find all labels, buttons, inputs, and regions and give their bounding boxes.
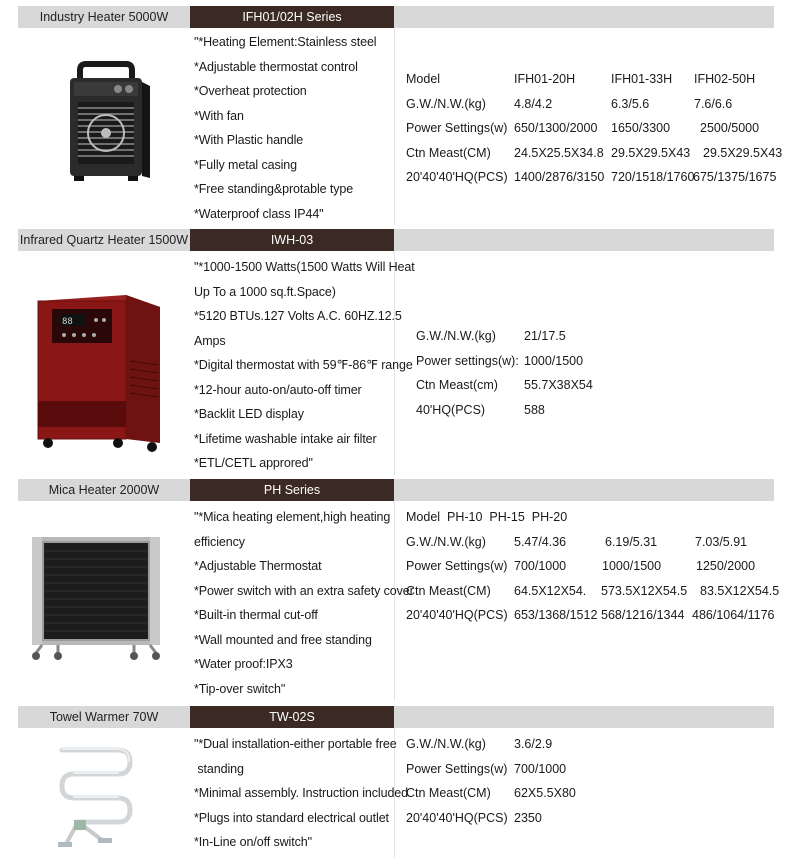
feature-list	[194, 732, 408, 855]
product-name: Mica Heater 2000W	[48, 483, 160, 497]
product-name: Towel Warmer 70W	[49, 710, 159, 724]
feature-list	[194, 505, 414, 701]
spec-value: 486/1064/1176	[692, 608, 775, 622]
feature-item: Amps	[194, 333, 226, 348]
spec-value: 24.5X25.5X34.8	[514, 145, 604, 160]
spec-value: 1000/1500	[602, 559, 662, 573]
spec-label: 20'40'40'HQ(PCS)	[406, 810, 508, 825]
spec-value: 1400/2876/3150	[514, 170, 605, 184]
spec-value: 6.19/5.31	[605, 534, 658, 549]
feature-item: "*1000-1500 Watts(1500 Watts Will Heat	[194, 260, 415, 274]
spec-value: 29.5X29.5X43	[703, 145, 783, 160]
feature-item: *Digital thermostat with 59℉-86℉ range	[194, 358, 413, 372]
feature-item: *ETL/CETL approred"	[194, 456, 313, 470]
feature-item: *With Plastic handle	[194, 133, 304, 147]
spec-value: 7.6/6.6	[694, 96, 733, 111]
spec-label: Model	[406, 72, 441, 86]
spec-value: 1250/2000	[696, 559, 756, 573]
feature-item: *Tip-over switch"	[194, 681, 286, 696]
spec-value: 573.5X12X54.5	[601, 583, 688, 598]
spec-value: 700/1000	[514, 761, 567, 776]
spec-value: 568/1216/1344	[601, 608, 685, 622]
spec-label: G.W./N.W.(kg)	[406, 737, 486, 751]
spec-value: IFH01-20H	[514, 72, 576, 86]
feature-item: *In-Line on/off switch"	[194, 835, 312, 849]
feature-item: efficiency	[194, 534, 245, 549]
spec-value: 62X5.5X80	[514, 786, 576, 800]
spec-value: 700/1000	[514, 559, 567, 573]
feature-item: *Wall mounted and free standing	[194, 632, 372, 647]
spec-label: Ctn Meast(CM)	[406, 786, 491, 800]
spec-label: Power settings(w):	[416, 353, 519, 368]
feature-item: *Fully metal casing	[194, 157, 298, 172]
product-name: Industry Heater 5000W	[39, 10, 169, 24]
spec-value: 1000/1500	[524, 353, 584, 368]
spec-label: Ctn Meast(CM)	[406, 145, 491, 160]
feature-item: *5120 BTUs.127 Volts A.C. 60HZ.12.5	[194, 309, 402, 323]
spec-value: 5.47/4.36	[514, 534, 567, 549]
feature-item: *Minimal assembly. Instruction included	[194, 786, 409, 800]
product-header	[18, 229, 774, 251]
feature-item: "*Dual installation-either portable free	[194, 737, 397, 751]
product-series: IWH-03	[190, 229, 394, 251]
product-series: IFH01/02H Series	[190, 6, 394, 28]
feature-item: "*Mica heating element,high heating	[194, 510, 391, 524]
product-infrared-quartz-heater	[18, 229, 774, 475]
spec-value: 64.5X12X54.	[514, 583, 587, 598]
infrared-quartz-heater-icon	[18, 251, 190, 475]
spec-label: Power Settings(w)	[406, 761, 508, 776]
spec-value: 650/1300/2000	[514, 121, 598, 135]
feature-item: *Water proof:IPX3	[194, 657, 293, 671]
feature-item: *12-hour auto-on/auto-off timer	[194, 382, 362, 397]
spec-value: IFH01-33H	[611, 72, 673, 86]
spec-value: 7.03/5.91	[695, 534, 748, 549]
product-header	[18, 6, 774, 28]
feature-item: *Built-in thermal cut-off	[194, 608, 318, 622]
spec-value: 2350	[514, 810, 542, 825]
spec-label: G.W./N.W.(kg)	[406, 96, 486, 111]
spec-value: 1650/3300	[611, 121, 671, 135]
spec-value: 2500/5000	[700, 121, 760, 135]
feature-item: *With fan	[194, 108, 244, 123]
spec-value: 3.6/2.9	[514, 737, 553, 751]
spec-value: 720/1518/1760	[611, 170, 695, 184]
feature-item: *Plugs into standard electrical outlet	[194, 810, 389, 825]
spec-label: G.W./N.W.(kg)	[416, 329, 496, 343]
feature-item: "*Heating Element:Stainless steel	[194, 35, 377, 49]
spec-value: 653/1368/1512	[514, 608, 598, 622]
product-name: Infrared Quartz Heater 1500W	[19, 233, 189, 247]
feature-item: *Adjustable thermostat control	[194, 59, 358, 74]
spec-label: Power Settings(w)	[406, 121, 508, 135]
spec-label: Ctn Meast(CM)	[406, 583, 491, 598]
product-industry-heater	[18, 6, 783, 225]
feature-item: *Overheat protection	[194, 84, 307, 98]
mica-heater-icon	[18, 501, 190, 701]
product-towel-warmer	[18, 706, 774, 858]
spec-value: 83.5X12X54.5	[700, 583, 780, 598]
towel-warmer-icon	[18, 728, 190, 858]
spec-value: 675/1375/1675	[693, 170, 777, 184]
spec-label: Ctn Meast(cm)	[416, 378, 498, 392]
spec-value: IFH02-50H	[694, 72, 756, 86]
feature-item: *Free standing&protable type	[194, 182, 354, 196]
feature-item: *Backlit LED display	[194, 407, 304, 421]
feature-item: *Waterproof class IP44"	[194, 206, 324, 221]
spec-value: 21/17.5	[524, 329, 566, 343]
feature-item: *Lifetime washable intake air filter	[194, 431, 377, 446]
spec-label: G.W./N.W.(kg)	[406, 534, 486, 549]
industry-heater-icon	[18, 28, 190, 225]
spec-value: 55.7X38X54	[524, 378, 593, 392]
spec-label: 20'40'40'HQ(PCS)	[406, 608, 508, 622]
spec-label: Power Settings(w)	[406, 559, 508, 573]
product-series: TW-02S	[190, 706, 394, 728]
product-header	[18, 479, 774, 501]
product-header	[18, 706, 774, 728]
product-series: PH Series	[190, 479, 394, 501]
feature-item: *Power switch with an extra safety cover	[194, 583, 414, 598]
spec-label: 40'HQ(PCS)	[416, 402, 486, 417]
spec-value: 29.5X29.5X43	[611, 145, 691, 160]
feature-list	[194, 30, 377, 226]
product-mica-heater	[18, 479, 780, 701]
feature-item: standing	[194, 761, 244, 776]
feature-item: Up To a 1000 sq.ft.Space)	[194, 284, 336, 299]
spec-value: 6.3/5.6	[611, 96, 650, 111]
spec-value: 588	[524, 402, 545, 417]
feature-list	[194, 255, 415, 476]
model-line: Model PH-10 PH-15 PH-20	[406, 510, 568, 524]
feature-item: *Adjustable Thermostat	[194, 559, 322, 573]
spec-label: 20'40'40'HQ(PCS)	[406, 170, 508, 184]
svg-text:88: 88	[62, 317, 73, 327]
spec-value: 4.8/4.2	[514, 96, 553, 111]
